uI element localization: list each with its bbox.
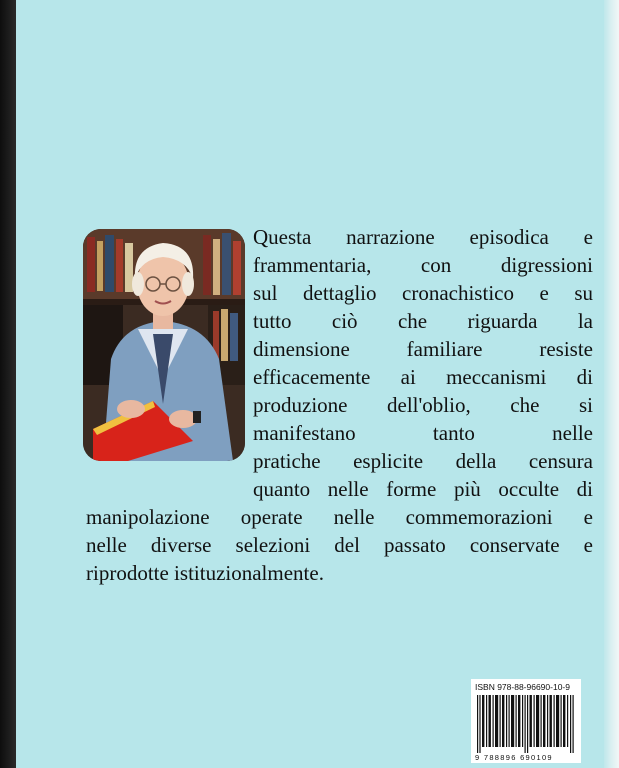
barcode-bars-icon (477, 695, 575, 753)
blurb-line: manifestano tanto nelle (253, 421, 593, 445)
blurb-line: pratiche esplicite della censura (253, 449, 593, 473)
blurb-line: riprodotte istituzionalmente. (86, 561, 324, 585)
blurb-line: efficacemente ai meccanismi di (253, 365, 593, 389)
blurb-line: nelle diverse selezioni del passato conservate e (86, 533, 593, 557)
blurb-line: Questa narrazione episodica e (253, 225, 593, 249)
blurb-line: produzione dell'oblio, che si (253, 393, 593, 417)
isbn-label: ISBN 978-88-96690-10-9 (475, 682, 570, 692)
isbn-barcode (471, 679, 581, 763)
blurb-line: quanto nelle forme più occulte di (253, 477, 593, 501)
blurb-line: manipolazione operate nelle commemorazioni e (86, 505, 593, 529)
blurb-line: dimensione familiare resiste (253, 337, 593, 361)
blurb-line: frammentaria, con digressioni (253, 253, 593, 277)
barcode-digits: 9 788896 690109 (475, 753, 553, 762)
blurb-line: tutto ciò che riguarda la (253, 309, 593, 333)
blurb-line: sul dettaglio cronachistico e su (253, 281, 593, 305)
